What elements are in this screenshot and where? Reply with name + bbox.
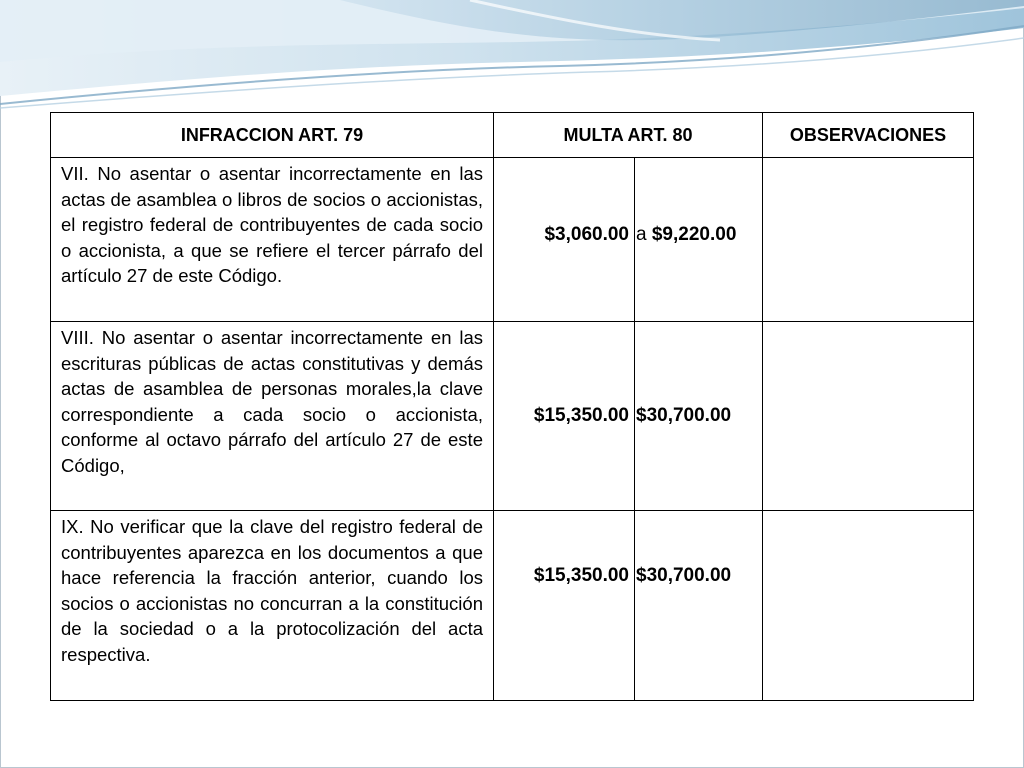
multa-range-separator: a [636,224,647,245]
header-wave-decoration [0,0,1024,115]
multa-min-value: $3,060.00 [544,224,629,245]
header-infraccion: INFRACCION ART. 79 [51,113,494,158]
multa-min-value: $15,350.00 [533,405,629,426]
table-row [51,322,974,511]
infraccion-cell: IX. No verificar que la clave del registro federal de contribuyentes aparezca en los documentos a que hace referencia la fracción anterior, cuando los socios o accionistas no concurran a la constitución de la sociedad o a la protocolización del acta respectiva. [51,511,494,701]
multa-min-cell [494,322,635,511]
header-observaciones: OBSERVACIONES [763,113,974,158]
table-header-row [51,113,974,158]
multa-max-cell [635,158,763,322]
multa-min-value: $15,350.00 [533,565,629,586]
table-row [51,511,974,701]
infraccion-cell: VII. No asentar o asentar incorrectamente en las actas de asamblea o libros de socios o accionistas, el registro federal de contribuyentes de cada socio o accionista, a que se refiere el tercer párrafo del artículo 27 de este Código. [51,158,494,322]
multa-max-value: $9,220.00 [651,224,737,245]
multa-min-cell [494,511,635,701]
observaciones-cell [763,158,974,322]
fines-table [50,112,974,701]
observaciones-cell [763,511,974,701]
multa-max-cell [635,322,763,511]
header-multa: MULTA ART. 80 [494,113,763,158]
observaciones-cell [763,322,974,511]
table-row [51,158,974,322]
multa-min-cell [494,158,635,322]
multa-max-cell [635,511,763,701]
multa-max-value: $30,700.00 [636,565,732,586]
multa-max-value: $30,700.00 [636,405,732,426]
infraccion-cell: VIII. No asentar o asentar incorrectamente en las escrituras públicas de actas constitutivas y demás actas de asamblea de personas morales,la clave correspondiente a cada socio o accionista, conforme al octavo párrafo del artículo 27 de este Código, [51,322,494,511]
